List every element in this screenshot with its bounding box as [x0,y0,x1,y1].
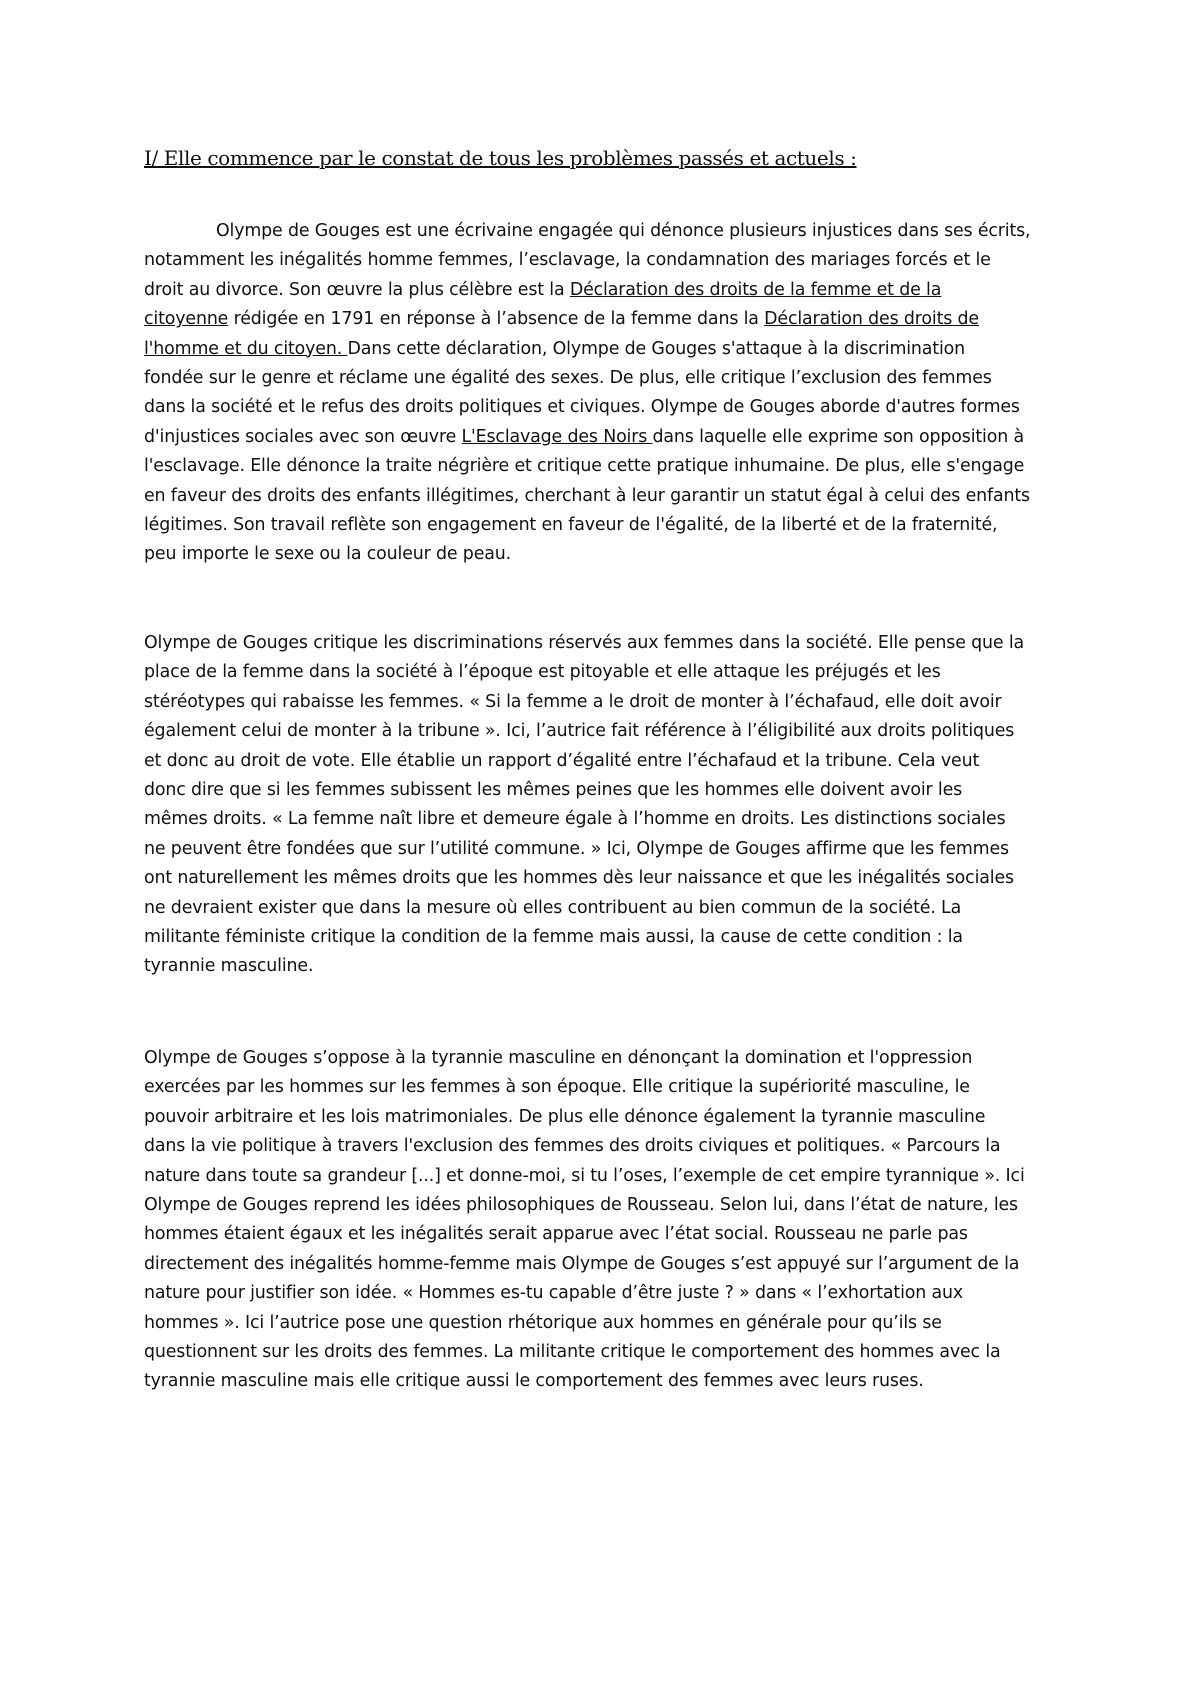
text-line: mêmes droits. « La femme naît libre et demeure égale à l’homme en droits. Les distinctions sociales [144,809,1006,830]
text-line [144,511,1064,540]
text-segment: en faveur des droits des enfants illégitimes, cherchant à leur garantir un statut égal à celui des enfants [144,485,1030,506]
text-line: militante féministe critique la condition de la femme mais aussi, la cause de cette condition : la [144,927,963,948]
text-line: place de la femme dans la société à l’époque est pitoyable et elle attaque les préjugés et les [144,662,941,683]
text-segment: l'esclavage. Elle dénonce la traite négrière et critique cette pratique inhumaine. De plus, elle s'engage [144,456,1025,477]
work-title: citoyenne [144,309,229,330]
text-line: nature dans toute sa grandeur [...] et donne-moi, si tu l’oses, l’exemple de cet empire tyrannique ». Ici [144,1165,1025,1186]
text-line: directement des inégalités homme-femme mais Olympe de Gouges s’est appuyé sur l’argument de la [144,1253,1020,1274]
text-segment: notamment les inégalités homme femmes, l’esclavage, la condamnation des mariages forcés et le [144,250,991,271]
text-segment: d'injustices sociales avec son œuvre [144,426,462,447]
work-title: Déclaration des droits de [764,309,979,330]
text-line: exercées par les hommes sur les femmes à son époque. Elle critique la supériorité masculine, le [144,1077,970,1098]
text-line: donc dire que si les femmes subissent les mêmes peines que les hommes elle doivent avoir les [144,780,963,801]
text-segment: légitimes. Son travail reflète son engagement en faveur de l'égalité, de la liberté et de la fraternité, [144,515,998,536]
paragraph-3 [144,1044,1064,1397]
text-line [144,452,1064,481]
text-line: ne peuvent être fondées que sur l’utilité commune. » Ici, Olympe de Gouges affirme que les femmes [144,838,1009,859]
text-line [144,276,1064,305]
work-title: L'Esclavage des Noirs [461,426,653,447]
text-line: dans la vie politique à travers l'exclusion des femmes des droits civiques et politiques. « Parcours la [144,1136,1001,1157]
text-line [144,393,1064,422]
text-line: pouvoir arbitraire et les lois matrimoniales. De plus elle dénonce également la tyrannie masculine [144,1106,986,1127]
text-line [144,540,1064,569]
work-title: Déclaration des droits de la femme et de la [569,279,942,300]
text-line [144,305,1064,334]
text-segment: dans la société et le refus des droits politiques et civiques. Olympe de Gouges aborde d'autres formes [144,397,1020,418]
text-segment: Olympe de Gouges est une écrivaine engagée qui dénonce plusieurs injustices dans ses écrits, [216,221,1031,241]
paragraph-2 [144,629,1064,982]
text-line: stéréotypes qui rabaisse les femmes. « Si la femme a le droit de monter à l’échafaud, elle doit avoir [144,691,1002,712]
text-line: Olympe de Gouges reprend les idées philosophiques de Rousseau. Selon lui, dans l’état de nature, les [144,1195,1018,1216]
text-line: ont naturellement les mêmes droits que les hommes dès leur naissance et que les inégalités sociales [144,868,1014,889]
text-line [144,423,1064,452]
text-line: hommes ». Ici l’autrice pose une question rhétorique aux hommes en générale pour qu’ils se [144,1312,942,1333]
text-line [144,482,1064,511]
text-line: questionnent sur les droits des femmes. La militante critique le comportement des hommes avec la [144,1342,1001,1363]
text-segment: dans laquelle elle exprime son opposition à [652,426,1024,447]
text-line [144,217,1064,246]
text-line: également celui de monter à la tribune ». Ici, l’autrice fait référence à l’éligibilité aux droits politiques [144,721,1015,742]
paragraph-1 [144,217,1064,570]
text-line [144,335,1064,364]
text-line: nature pour justifier son idée. « Hommes es-tu capable d’être juste ? » dans « l’exhortation aux [144,1283,964,1304]
text-line: Olympe de Gouges s’oppose à la tyrannie masculine en dénonçant la domination et l'oppression [144,1048,973,1068]
text-segment: peu importe le sexe ou la couleur de peau. [144,544,512,565]
text-line: Olympe de Gouges critique les discriminations réservés aux femmes dans la société. Elle pense que la [144,633,1025,653]
work-title: l'homme et du citoyen. [144,338,348,359]
text-line: tyrannie masculine. [144,956,314,977]
text-line: tyrannie masculine mais elle critique aussi le comportement des femmes avec leurs ruses. [144,1371,924,1392]
text-line [144,246,1064,275]
text-segment: Dans cette déclaration, Olympe de Gouges s'attaque à la discrimination [347,338,966,359]
text-segment: fondée sur le genre et réclame une égalité des sexes. De plus, elle critique l’exclusion des femmes [144,368,992,389]
section-heading: I/ Elle commence par le constat de tous les problèmes passés et actuels : [144,146,857,170]
text-segment: rédigée en 1791 en réponse à l’absence de la femme dans la [228,309,765,330]
text-line: et donc au droit de vote. Elle établie un rapport d’égalité entre l’échafaud et la tribune. Cela veut [144,750,980,771]
text-line [144,364,1064,393]
text-line: hommes étaient égaux et les inégalités serait apparue avec l’état social. Rousseau ne parle pas [144,1224,968,1245]
text-line: ne devraient exister que dans la mesure où elles contribuent au bien commun de la société. La [144,897,962,918]
text-segment: droit au divorce. Son œuvre la plus célèbre est la [144,279,570,300]
